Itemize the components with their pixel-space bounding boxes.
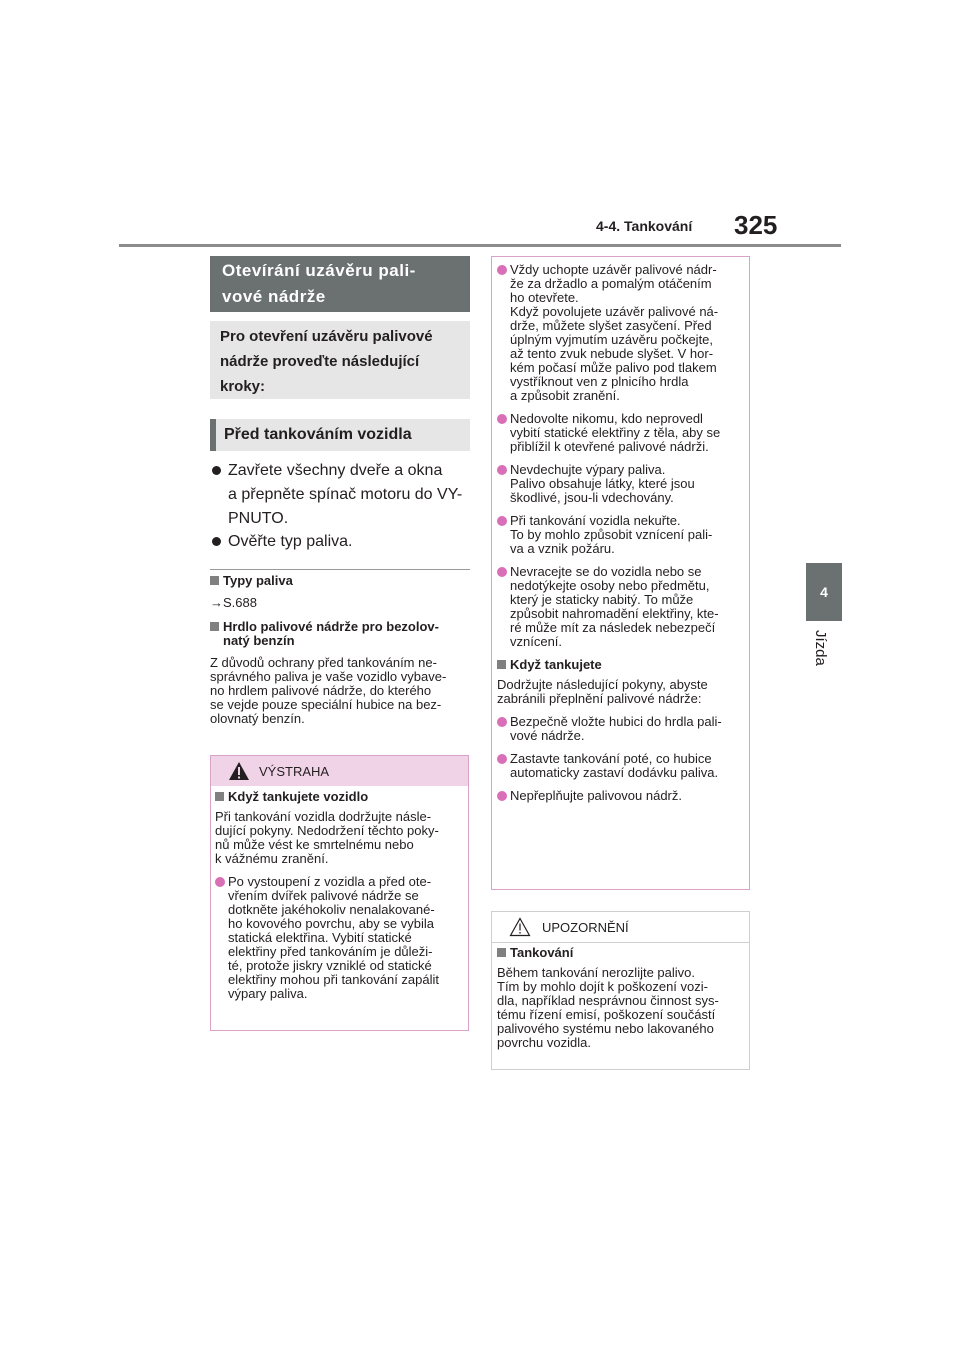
text-line: vystříknout ven z plnicího hrdla bbox=[510, 374, 689, 389]
text-line: přiblížil k otevřené palivové nádrži. bbox=[510, 439, 709, 454]
warning-bullet bbox=[215, 875, 465, 1001]
text-line: výpary paliva. bbox=[228, 986, 308, 1001]
text-line: škodlivé, jsou-li vdechovány. bbox=[510, 490, 674, 505]
text-line: dotkněte jakéhokoliv nenalakované- bbox=[228, 902, 435, 917]
text-line: vybití statické elektřiny z těla, aby se bbox=[510, 425, 721, 440]
warning-bullet bbox=[497, 752, 747, 780]
text-line: se vejde pouze speciální hubice na bez- bbox=[210, 697, 442, 712]
text-line: nů může vést ke smrtelnému nebo bbox=[215, 837, 414, 852]
text-line: ho kovového povrchu, aby se vybila bbox=[228, 916, 434, 931]
notice-header bbox=[492, 912, 749, 943]
text-line: elektřiny před tankováním je důleži- bbox=[228, 944, 433, 959]
page-reference: →S.688 bbox=[210, 595, 257, 610]
text-line: To by mohlo způsobit vznícení pali- bbox=[510, 527, 713, 542]
text-line: nedotýkejte osoby nebo předmětu, bbox=[510, 578, 710, 593]
text-line: Při tankování vozidla dodržujte násle- bbox=[215, 809, 432, 824]
warning-triangle-icon bbox=[228, 761, 250, 781]
notice-text bbox=[497, 966, 747, 1050]
subsection-heading: Před tankováním vozidla bbox=[210, 419, 470, 451]
text-line: Dodržujte následující pokyny, abyste bbox=[497, 677, 708, 692]
text-line: Nedovolte nikomu, kdo neprovedl bbox=[510, 411, 703, 426]
bullet-dot-icon bbox=[497, 567, 507, 577]
text-line: který je staticky nabitý. To může bbox=[510, 592, 694, 607]
warning-text bbox=[497, 678, 747, 706]
warning-box bbox=[210, 755, 469, 1031]
square-bullet-icon bbox=[210, 576, 219, 585]
warning-heading-text: Když tankujete bbox=[510, 657, 602, 672]
text-line: Nevdechujte výpary paliva. bbox=[510, 462, 666, 477]
page-number: 325 bbox=[734, 210, 778, 240]
text-line: Nepřeplňujte palivovou nádrž. bbox=[510, 788, 682, 803]
header-rule bbox=[119, 244, 841, 247]
text-line: drže, můžete slyšet zasyčení. Před bbox=[510, 318, 712, 333]
bullet-dot-icon bbox=[212, 537, 221, 546]
warning-bullet bbox=[497, 715, 747, 743]
text-line: olovnatý benzín. bbox=[210, 711, 305, 726]
bullet-dot-icon bbox=[497, 717, 507, 727]
text-line: správného paliva je vaše vozidlo vybave- bbox=[210, 669, 447, 684]
square-bullet-icon bbox=[210, 622, 219, 631]
square-bullet-icon bbox=[215, 792, 224, 801]
warning-heading-text: Když tankujete vozidlo bbox=[228, 789, 369, 804]
section-title: 4-4. Tankování bbox=[596, 218, 693, 234]
bullet-dot-icon bbox=[212, 466, 221, 475]
text-line: té, protože jiskry vzniklé od statické bbox=[228, 958, 432, 973]
warning-bullet bbox=[497, 789, 747, 803]
text-line: Nevracejte se do vozidla nebo se bbox=[510, 564, 702, 579]
text-line: no hrdlem palivové nádrže, do kterého bbox=[210, 683, 432, 698]
step-line: Ověřte typ paliva. bbox=[228, 533, 353, 550]
warning-content bbox=[215, 790, 465, 1010]
text-line: způsobit nahromadění elektřiny, kte- bbox=[510, 606, 719, 621]
text-line: statická elektřina. Vybití statické bbox=[228, 930, 412, 945]
bullet-dot-icon bbox=[497, 516, 507, 526]
intro-line: kroky: bbox=[220, 378, 266, 395]
notice-heading-text: Tankování bbox=[510, 945, 574, 960]
warning-bullet bbox=[497, 412, 747, 454]
step-line: Zavřete všechny dveře a okna bbox=[228, 462, 443, 479]
square-bullet-icon bbox=[497, 660, 506, 669]
text-line: dující pokyny. Nedodržení těchto poky- bbox=[215, 823, 439, 838]
text-line: Z důvodů ochrany před tankováním ne- bbox=[210, 655, 437, 670]
warning-continuation-content bbox=[497, 263, 747, 812]
square-bullet-icon bbox=[497, 948, 506, 957]
step-bullet bbox=[212, 459, 470, 531]
text-line: vznícení. bbox=[510, 634, 563, 649]
bullet-dot-icon bbox=[497, 465, 507, 475]
text-line: elektřiny mohou při tankování zapálit bbox=[228, 972, 440, 987]
text-line: že za držadlo a pomalým otáčením bbox=[510, 276, 712, 291]
text-line: úplným vyjmutím uzávěru počkejte, bbox=[510, 332, 714, 347]
intro-line: Pro otevření uzávěru palivové bbox=[220, 328, 433, 345]
text-line: vové nádrže. bbox=[510, 728, 585, 743]
warning-bullet bbox=[497, 514, 747, 556]
note-text bbox=[210, 656, 472, 726]
warning-bullet bbox=[497, 463, 747, 505]
text-line: Při tankování vozidla nekuřte. bbox=[510, 513, 681, 528]
heading-line: Otevírání uzávěru pali- bbox=[222, 261, 416, 280]
chapter-label: Jízda bbox=[812, 630, 829, 666]
note-heading bbox=[210, 574, 470, 588]
text-line: ho otevřete. bbox=[510, 290, 579, 305]
text-line: va a vznik požáru. bbox=[510, 541, 615, 556]
text-line: povrchu vozidla. bbox=[497, 1035, 591, 1050]
text-line: Zastavte tankování poté, co hubice bbox=[510, 751, 712, 766]
bullet-dot-icon bbox=[497, 265, 507, 275]
text-line: vřením dvířek palivové nádrže se bbox=[228, 888, 419, 903]
text-line: palivového systému nebo lakovaného bbox=[497, 1021, 714, 1036]
warning-header bbox=[211, 756, 468, 786]
text-line: Vždy uchopte uzávěr palivové nádr- bbox=[510, 262, 717, 277]
text-line: ré může mít za následek nebezpečí bbox=[510, 620, 716, 635]
text-line: a způsobit zranění. bbox=[510, 388, 620, 403]
text-line: zabránili přeplnění palivové nádrže: bbox=[497, 691, 702, 706]
text-line: dla, například nesprávnou činnost sys- bbox=[497, 993, 719, 1008]
chapter-tab: 4 bbox=[806, 563, 842, 621]
filler-neck-note bbox=[210, 620, 472, 726]
step-bullet bbox=[212, 530, 470, 554]
note-heading bbox=[210, 620, 472, 648]
intro-line: nádrže proveďte následující bbox=[220, 353, 420, 370]
note-heading-text: natý benzín bbox=[223, 633, 295, 648]
divider bbox=[210, 569, 470, 570]
notice-label: UPOZORNĚNÍ bbox=[542, 920, 629, 935]
section-heading bbox=[210, 256, 470, 312]
warning-continuation-box bbox=[491, 256, 750, 890]
bullet-dot-icon bbox=[497, 791, 507, 801]
warning-bullet bbox=[497, 565, 747, 649]
heading-line: vové nádrže bbox=[222, 287, 326, 306]
notice-heading bbox=[497, 946, 747, 960]
text-line: Palivo obsahuje látky, které jsou bbox=[510, 476, 695, 491]
text-line: Když povolujete uzávěr palivové ná- bbox=[510, 304, 719, 319]
bullet-dot-icon bbox=[215, 877, 225, 887]
caution-triangle-icon bbox=[509, 917, 531, 937]
text-line: tému řízení emisí, poškození součástí bbox=[497, 1007, 716, 1022]
warning-text bbox=[215, 810, 465, 866]
text-line: Bezpečně vložte hubici do hrdla pali- bbox=[510, 714, 722, 729]
text-line: až tento zvuk nebude slyšet. V hor- bbox=[510, 346, 714, 361]
step-line: PNUTO. bbox=[228, 510, 289, 527]
warning-heading bbox=[497, 658, 747, 672]
note-heading-text: Typy paliva bbox=[223, 573, 293, 588]
warning-label: VÝSTRAHA bbox=[259, 764, 330, 779]
note-heading-text: Hrdlo palivové nádrže pro bezolov- bbox=[223, 619, 439, 634]
notice-box bbox=[491, 911, 750, 1070]
notice-content bbox=[497, 946, 747, 1050]
step-line: a přepněte spínač motoru do VY- bbox=[228, 486, 463, 503]
text-line: k vážnému zranění. bbox=[215, 851, 329, 866]
bullet-dot-icon bbox=[497, 414, 507, 424]
text-line: automaticky zastaví dodávku paliva. bbox=[510, 765, 719, 780]
bullet-dot-icon bbox=[497, 754, 507, 764]
warning-bullet bbox=[497, 263, 747, 403]
intro-box bbox=[210, 321, 470, 399]
warning-heading bbox=[215, 790, 465, 804]
text-line: kém počasí může palivo pod tlakem bbox=[510, 360, 717, 375]
fuel-types-note bbox=[210, 574, 470, 610]
text-line: Po vystoupení z vozidla a před ote- bbox=[228, 874, 432, 889]
text-line: Tím by mohlo dojít k poškození vozi- bbox=[497, 979, 708, 994]
text-line: Během tankování nerozlijte palivo. bbox=[497, 965, 696, 980]
